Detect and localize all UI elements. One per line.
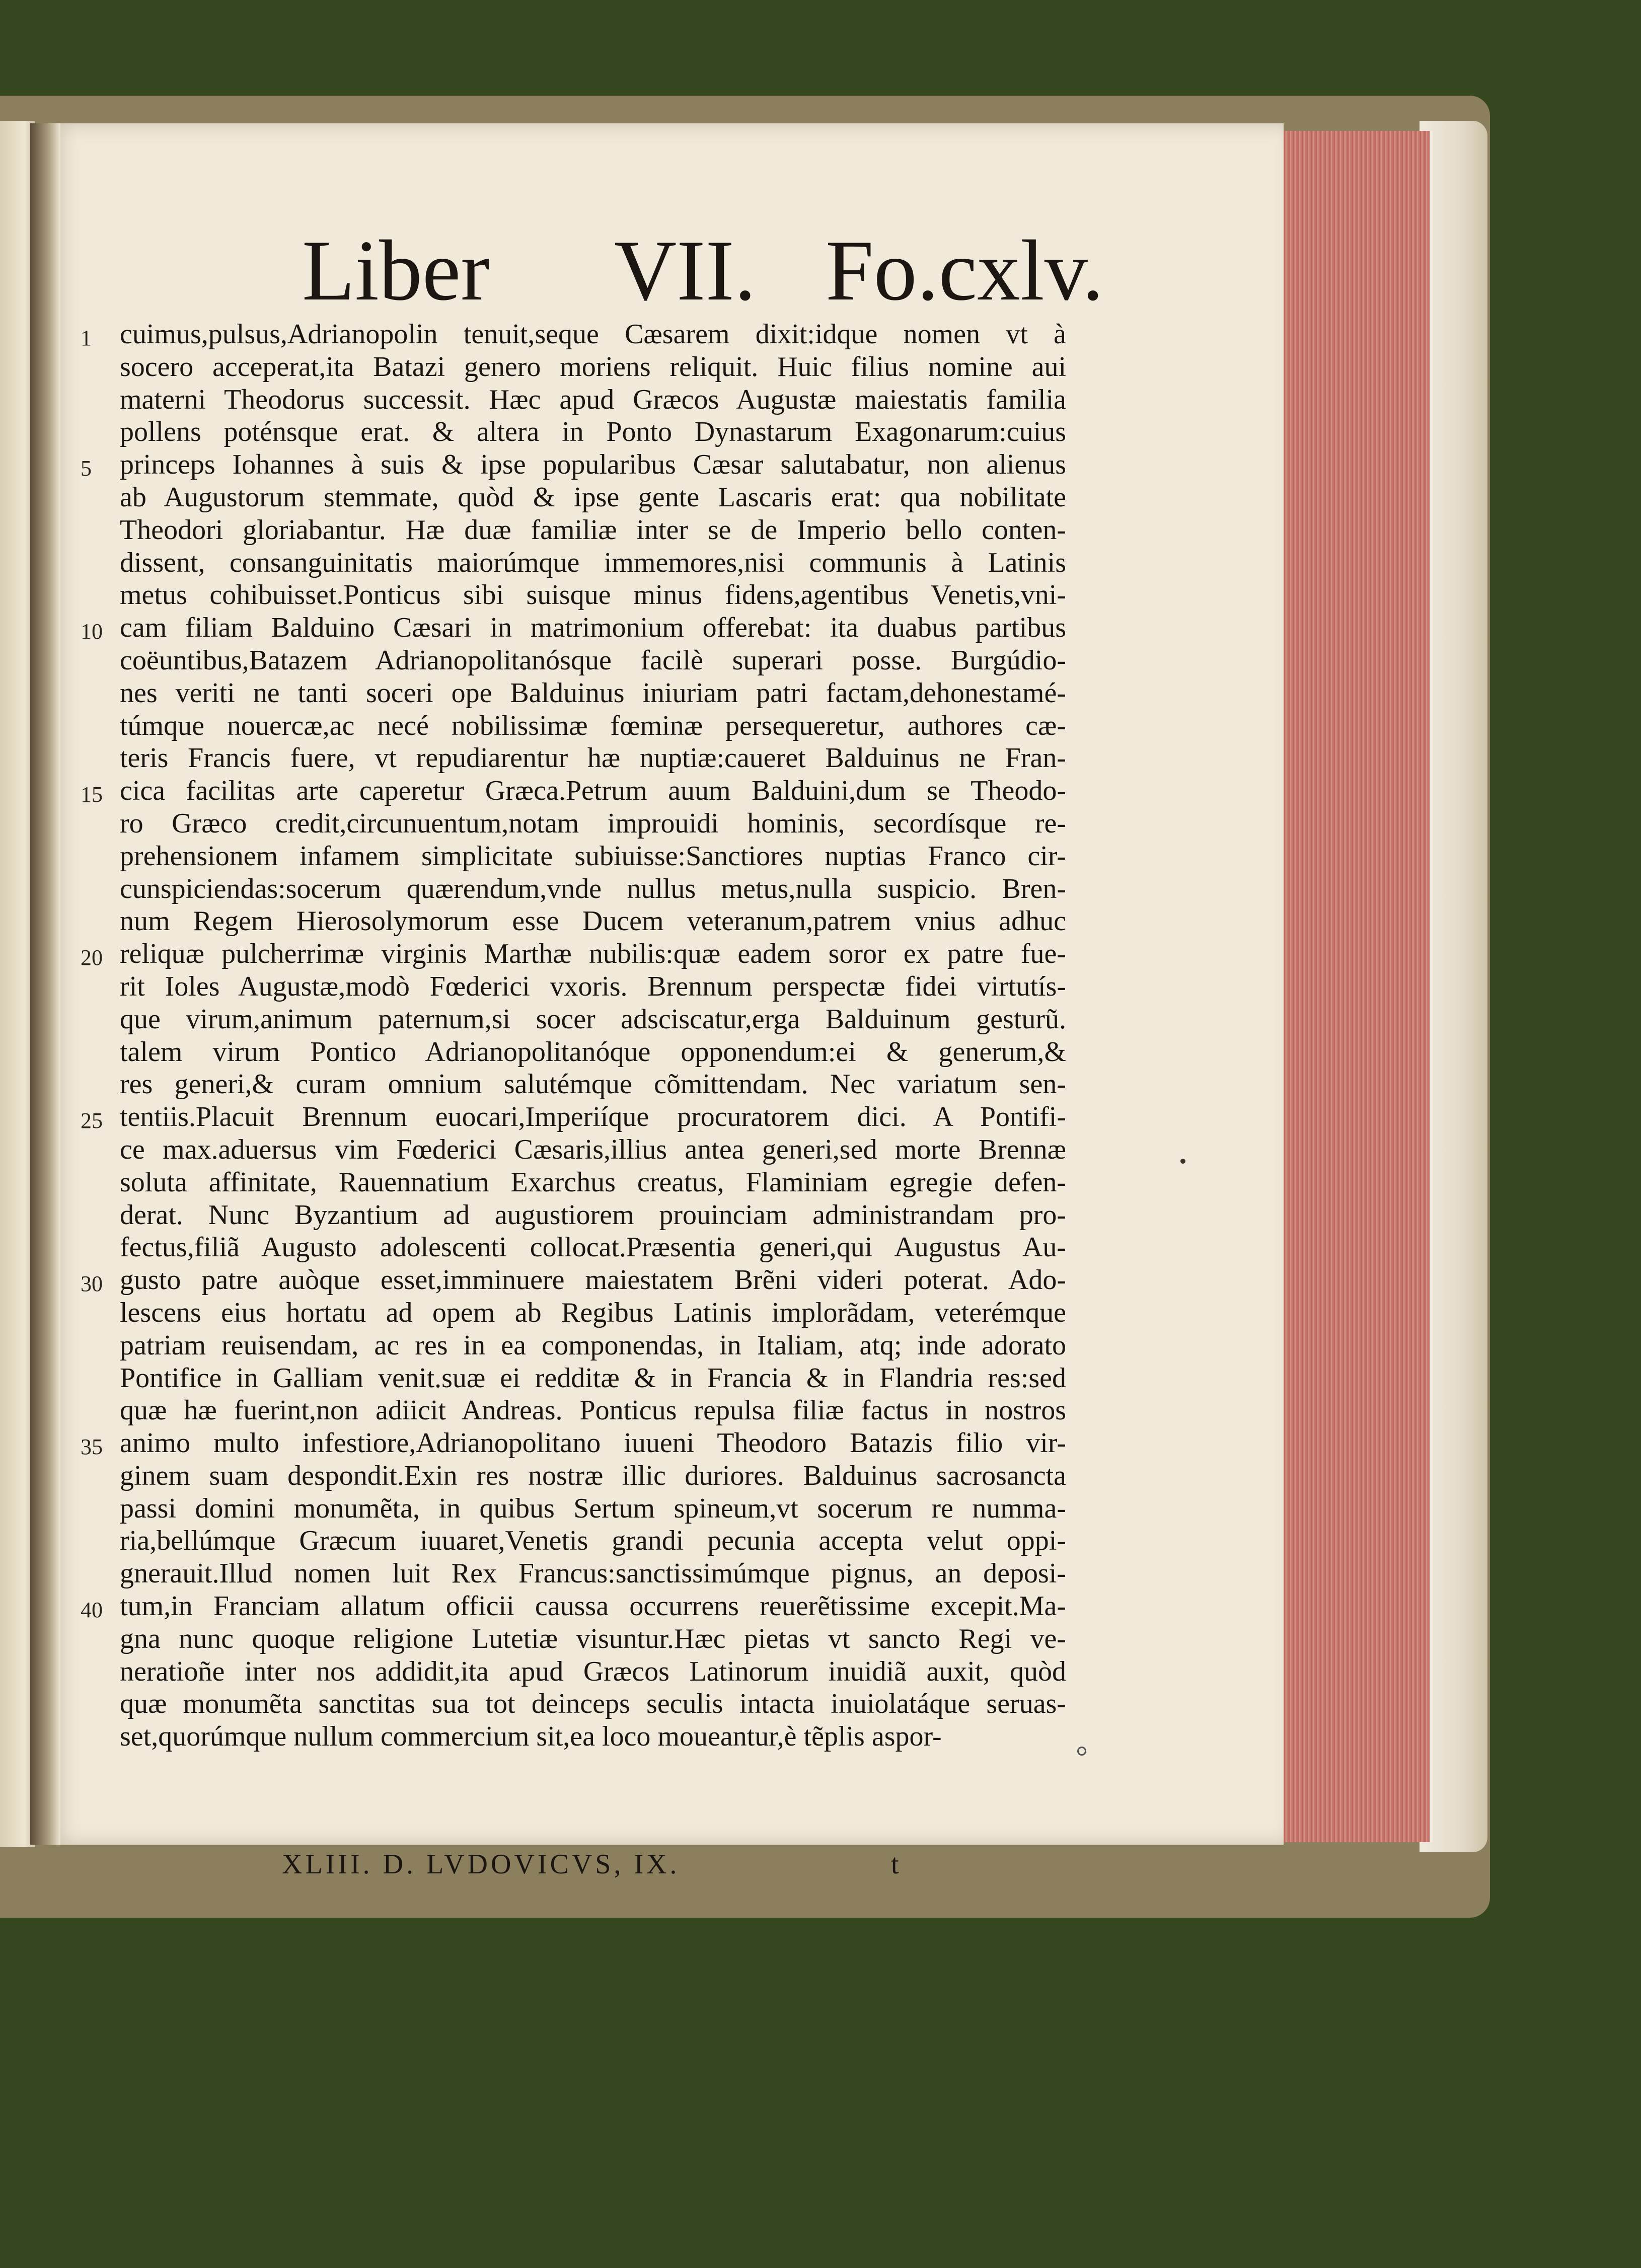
text-line: teris Francis fuere, vt repudiarentur hæ nuptiæ:caueret Balduinus ne Fran- [120, 742, 1066, 774]
footer-signature: XLIII. D. LVDOVICVS, IX. [282, 1849, 680, 1880]
text-line: cica facilitas arte caperetur Græca.Petrum auum Balduini,dum se Theodo- [120, 775, 1066, 807]
text-line: lescens eius hortatu ad opem ab Regibus Latinis implorãdam, veterémque [120, 1297, 1066, 1328]
header-folio: Fo.cxlv. [826, 223, 1104, 319]
text-line: res generi,& curam omnium salutémque cõmittendam. Nec variatum sen- [120, 1069, 1066, 1100]
text-line: metus cohibuisset.Ponticus sibi suisque minus fidens,agentibus Venetis,vni- [120, 579, 1066, 611]
text-line: nes veriti ne tanti soceri ope Balduinus iniuriam patri factam,dehonestamé- [120, 677, 1066, 709]
line-number: 35 [81, 1434, 103, 1460]
text-line: derat. Nunc Byzantium ad augustiorem prouinciam administrandam pro- [120, 1199, 1066, 1231]
text-line: socero acceperat,ita Batazi genero moriens reliquit. Huic filius nomine aui [120, 351, 1066, 383]
text-line: tentiis.Placuit Brennum euocari,Imperiíque procuratorem dici. A Pontifi- [120, 1101, 1066, 1133]
text-line: prehensionem infamem simplicitate subiuisse:Sanctiores nuptias Franco cir- [120, 840, 1066, 872]
line-number: 15 [81, 782, 103, 807]
page-footer [282, 1848, 1067, 1888]
text-line: patriam reuisendam, ac res in ea componendas, in Italiam, atq; inde adorato [120, 1329, 1066, 1361]
text-line: reliquæ pulcherrimæ virginis Marthæ nubilis:quæ eadem soror ex patre fue- [120, 938, 1066, 970]
text-line: talem virum Pontico Adrianopolitanóque opponendum:ei & generum,& [120, 1036, 1066, 1068]
text-line: materni Theodorus successit. Hæc apud Græcos Augustæ maiestatis familia [120, 384, 1066, 415]
text-line: passi domini monumẽta, in quibus Sertum spineum,vt socerum re numma- [120, 1492, 1066, 1524]
text-line: ro Græco credit,circunuentum,notam improuidi hominis, secordísque re- [120, 807, 1066, 839]
text-line: set,quorúmque nullum commercium sit,ea loco moueantur,è tẽplis aspor- [120, 1721, 942, 1753]
text-line: cam filiam Balduino Cæsari in matrimonium offerebat: ita duabus partibus [120, 612, 1066, 644]
text-line: gusto patre auòque esset,imminuere maiestatem Brẽni videri poterat. Ado- [120, 1264, 1066, 1296]
text-line: túmque nouercæ,ac necé nobilissimæ fœminæ persequeretur, authores cæ- [120, 710, 1066, 741]
stain-mark [1077, 1747, 1086, 1756]
text-line: ab Augustorum stemmate, quòd & ipse gente Lascaris erat: qua nobilitate [120, 481, 1066, 513]
text-line: ginem suam despondit.Exin res nostræ illic duriores. Balduinus sacrosancta [120, 1460, 1066, 1491]
text-line: ria,bellúmque Græcum iuuaret,Venetis grandi pecunia accepta velut oppi- [120, 1525, 1066, 1557]
text-line: coëuntibus,Batazem Adrianopolitanósque facilè superari posse. Burgúdio- [120, 644, 1066, 676]
header-book-label: Liber [302, 223, 490, 319]
text-line: num Regem Hierosolymorum esse Ducem veteranum,patrem vnius adhuc [120, 905, 1066, 937]
text-line: pollens poténsque erat. & altera in Ponto Dynastarum Exagonarum:cuius [120, 416, 1066, 448]
line-number-margin [76, 318, 111, 1828]
line-number: 20 [81, 945, 103, 970]
header-book-number: VII. [614, 223, 756, 319]
text-line: quæ monumẽta sanctitas sua tot deinceps seculis intacta inuiolatáque seruas- [120, 1688, 1066, 1720]
text-line: neratioñe inter nos addidit,ita apud Græcos Latinorum inuidiã auxit, quòd [120, 1655, 1066, 1687]
text-line: gnerauit.Illud nomen luit Rex Francus:sanctissimúmque pignus, an deposi- [120, 1558, 1066, 1590]
line-number: 1 [81, 326, 92, 350]
line-number: 25 [81, 1108, 103, 1133]
text-line: fectus,filiã Augusto adolescenti collocat.Præsentia generi,qui Augustus Au- [120, 1232, 1066, 1263]
text-line: Theodori gloriabantur. Hæ duæ familiæ inter se de Imperio bello conten- [120, 514, 1066, 546]
page-gutter [30, 123, 60, 1845]
line-number: 30 [81, 1271, 103, 1297]
text-line: quæ hæ fuerint,non adiicit Andreas. Ponticus repulsa filiæ factus in nostros [120, 1395, 1066, 1426]
text-line: soluta affinitate, Rauennatium Exarchus creatus, Flaminiam egregie defen- [120, 1166, 1066, 1198]
red-page-edges [1279, 131, 1433, 1842]
text-line: cunspiciendas:socerum quærendum,vnde nullus metus,nulla suspicio. Bren- [120, 873, 1066, 904]
text-line: Pontifice in Galliam venit.suæ ei redditæ & in Francia & in Flandria res:sed [120, 1362, 1066, 1394]
text-line: que virum,animum paternum,si socer adsciscatur,erga Balduinum gesturũ. [120, 1003, 1066, 1035]
line-number: 5 [81, 456, 92, 481]
text-line: rit Ioles Augustæ,modò Fœderici vxoris. Brennum perspectæ fidei virtutís- [120, 970, 1066, 1002]
text-line: gna nunc quoque religione Lutetiæ visuntur.Hæc pietas vt sancto Regi ve- [120, 1623, 1066, 1654]
line-number: 40 [81, 1598, 103, 1623]
ink-speck [1180, 1159, 1185, 1164]
text-line: dissent, consanguinitatis maiorúmque immemores,nisi communis à Latinis [120, 547, 1066, 578]
text-line: ce max.aduersus vim Fœderici Cæsaris,illius antea generi,sed morte Brennæ [120, 1133, 1066, 1165]
text-line: cuimus,pulsus,Adrianopolin tenuit,seque Cæsarem dixit:idque nomen vt à [120, 319, 1066, 350]
running-header [302, 221, 1104, 322]
text-line: princeps Iohannes à suis & ipse popularibus Cæsar salutabatur, non alienus [120, 449, 1066, 481]
text-line: tum,in Franciam allatum officii caussa occurrens reuerẽtissime excepit.Ma- [120, 1591, 1066, 1622]
catchword: t [891, 1849, 899, 1880]
text-line: animo multo infestiore,Adrianopolitano iuueni Theodoro Batazis filio vir- [120, 1427, 1066, 1459]
body-text [120, 318, 1066, 1868]
line-number: 10 [81, 619, 103, 644]
